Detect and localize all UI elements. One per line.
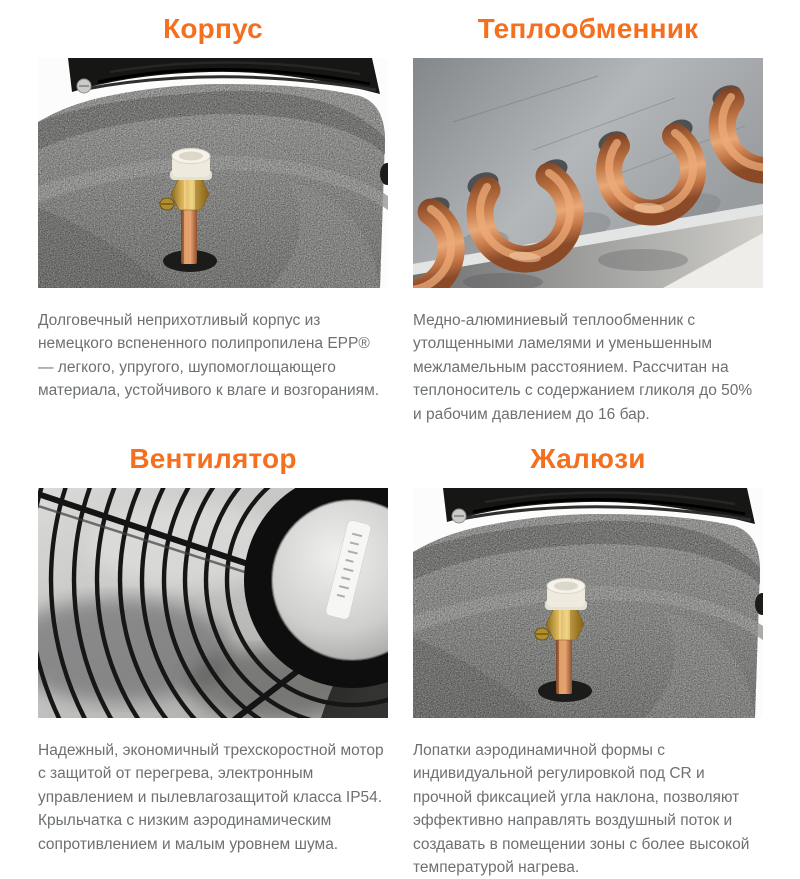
feature-title-zhalyuzi: Жалюзи [530,443,646,475]
feature-title-ventilyator: Вентилятор [129,443,297,475]
housing-photo [38,58,388,288]
feature-description-ventilyator: Надежный, экономичный трехскоростной мотор с защитой от перегрева, электронным управлением и пылевлагозащитой класса IP54. Крыльчатка с низким аэродинамическим сопротивлением и малым уровнем шума. [38,742,384,853]
feature-description-zhalyuzi: Лопатки аэродинамичной формы с индивидуальной регулировкой под CR и прочной фиксацией угла наклона, позволяют эффективно направлять воздушный поток и создавать в помещении зоны с более высокой температурой нагрева. [413,742,750,877]
section-korpus [38,0,388,426]
fan-photo [38,488,388,718]
feature-title-teploobmennik: Теплообменник [477,13,699,44]
feature-description-teploobmennik: Медно-алюминиевый теплообменник с утолщенными ламелями и уменьшенным межламельным расстоянием. Рассчитан на теплоноситель с содержанием гликоля до 50% и рабочим давлением до 16 бар. [413,312,753,423]
section-teploobmennik [413,0,763,426]
feature-description-korpus: Долговечный неприхотливый корпус из немецкого вспененного полипропилена EPP® — легкого, упругого, шупомоглощающего материала, устойчивого к влаге и возгораниям. [38,312,380,400]
section-ventilyator [38,430,388,879]
section-zhalyuzi [413,430,763,879]
feature-title-korpus: Корпус [163,13,263,44]
louvers-photo [413,488,763,718]
heat-exchanger-photo [413,58,763,288]
